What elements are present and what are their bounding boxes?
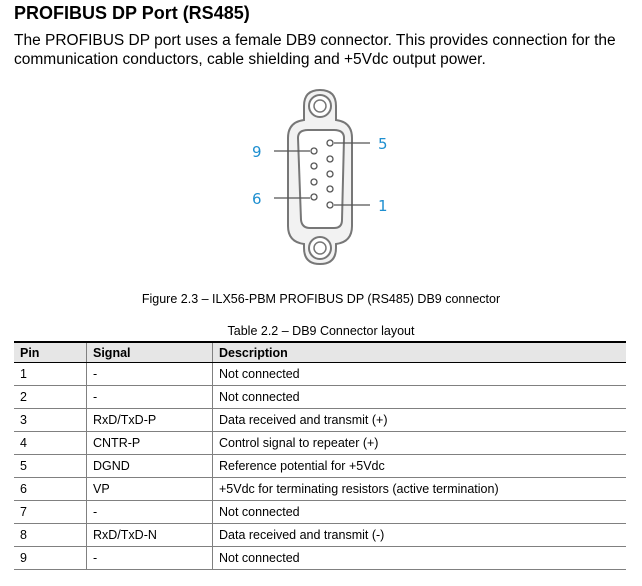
cell-signal: -	[87, 386, 213, 409]
cell-description: Control signal to repeater (+)	[213, 432, 627, 455]
cell-pin: 4	[14, 432, 87, 455]
top-screw-icon	[309, 95, 331, 117]
cell-description: Data received and transmit (+)	[213, 409, 627, 432]
pin-3	[327, 171, 333, 177]
pin-4	[327, 156, 333, 162]
cell-description: Not connected	[213, 547, 627, 570]
cell-description: +5Vdc for terminating resistors (active termination)	[213, 478, 627, 501]
cell-pin: 3	[14, 409, 87, 432]
pin-8	[311, 163, 317, 169]
cell-signal: -	[87, 363, 213, 386]
cell-signal: RxD/TxD-N	[87, 524, 213, 547]
table-row	[14, 432, 626, 455]
table-caption: Table 2.2 – DB9 Connector layout	[227, 324, 415, 338]
pin-9	[311, 148, 317, 154]
cell-signal: -	[87, 547, 213, 570]
pin-2	[327, 186, 333, 192]
page-heading: PROFIBUS DP Port (RS485)	[14, 3, 250, 23]
table-row	[14, 455, 626, 478]
cell-signal: RxD/TxD-P	[87, 409, 213, 432]
table-row	[14, 501, 626, 524]
pin-6	[311, 194, 317, 200]
pin-label-6: 6	[252, 190, 262, 208]
pin-7	[311, 179, 317, 185]
cell-pin: 2	[14, 386, 87, 409]
header-description: Description	[213, 342, 627, 363]
cell-pin: 6	[14, 478, 87, 501]
cell-signal: VP	[87, 478, 213, 501]
table-row	[14, 409, 626, 432]
cell-pin: 5	[14, 455, 87, 478]
pin-label-9: 9	[252, 143, 262, 161]
header-pin: Pin	[14, 342, 87, 363]
pin-label-5: 5	[378, 135, 388, 153]
table-row	[14, 547, 626, 570]
pin-1	[327, 202, 333, 208]
cell-pin: 7	[14, 501, 87, 524]
cell-pin: 1	[14, 363, 87, 386]
table-row	[14, 363, 626, 386]
header-signal: Signal	[87, 342, 213, 363]
db9-pin-table	[14, 341, 626, 570]
pin-label-1: 1	[378, 197, 388, 215]
figure-caption: Figure 2.3 – ILX56-PBM PROFIBUS DP (RS485) DB9 connector	[141, 292, 501, 306]
cell-description: Not connected	[213, 501, 627, 524]
cell-signal: DGND	[87, 455, 213, 478]
cell-description: Not connected	[213, 386, 627, 409]
table-row	[14, 386, 626, 409]
cell-description: Not connected	[213, 363, 627, 386]
cell-signal: CNTR-P	[87, 432, 213, 455]
table-row	[14, 478, 626, 501]
pin-5	[327, 140, 333, 146]
cell-description: Data received and transmit (-)	[213, 524, 627, 547]
bottom-screw-icon	[309, 237, 331, 259]
table-header-row	[14, 342, 626, 363]
table-row	[14, 524, 626, 547]
db9-connector-diagram	[244, 86, 404, 266]
cell-description: Reference potential for +5Vdc	[213, 455, 627, 478]
cell-pin: 8	[14, 524, 87, 547]
intro-paragraph: The PROFIBUS DP port uses a female DB9 connector. This provides connection for the communication conductors, cable shielding and +5Vdc output power.	[14, 32, 616, 68]
cell-pin: 9	[14, 547, 87, 570]
db9-connector-figure	[244, 86, 404, 271]
connector-face	[298, 130, 344, 228]
cell-signal: -	[87, 501, 213, 524]
